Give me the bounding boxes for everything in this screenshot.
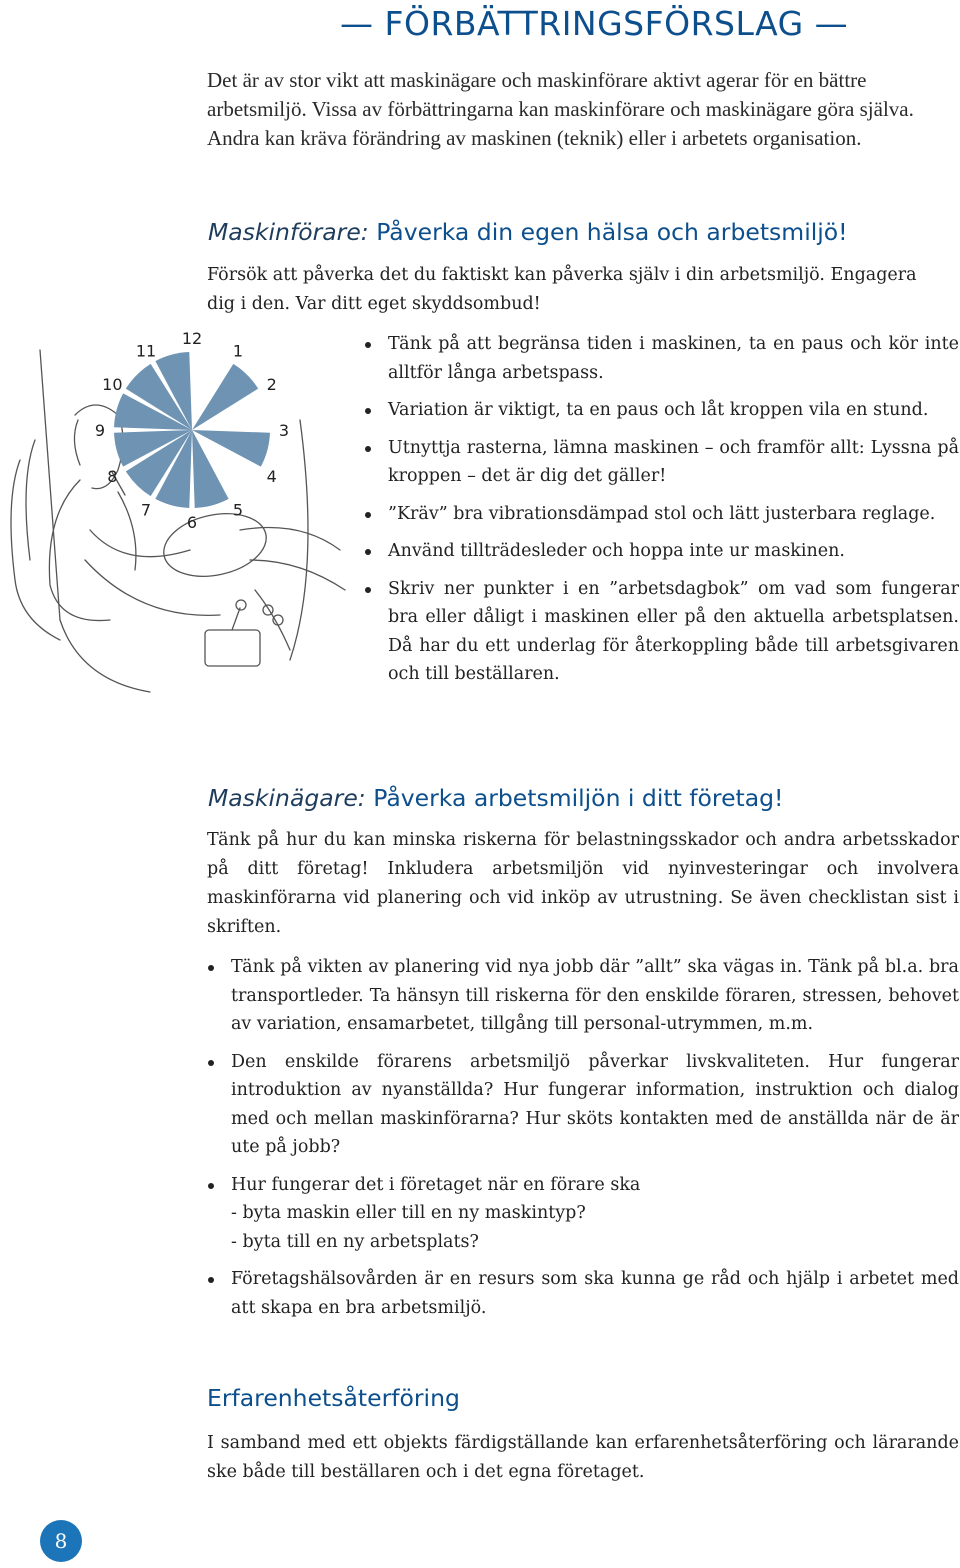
bullet-icon	[365, 342, 371, 348]
owner-intro-text: Tänk på hur du kan minska riskerna för belastningsskador och andra arbetsskador på ditt företag! Inkludera arbetsmiljön vid nyinvesteringar och involvera maskinförarna vid planering och vid inköp av utrustning. Se även checklistan sist i skriften.	[207, 830, 959, 937]
page-number-badge: 8	[40, 1520, 82, 1562]
clock-number: 8	[107, 467, 118, 486]
clock-number: 1	[232, 341, 244, 361]
list-item-text: Använd tillträdesleder och hoppa inte ur maskinen.	[388, 541, 845, 561]
list-item	[364, 537, 959, 566]
bullet-icon	[208, 1060, 214, 1066]
list-item	[364, 434, 959, 491]
owner-bullet-list	[207, 953, 959, 1322]
list-item	[364, 330, 959, 387]
bullet-icon	[365, 512, 371, 518]
clock-number: 2	[266, 375, 277, 394]
list-item-text: Variation är viktigt, ta en paus och låt kroppen vila en stund.	[388, 400, 929, 420]
bullet-icon	[208, 965, 214, 971]
list-item	[364, 500, 959, 529]
list-item	[207, 953, 959, 1039]
clock-number: 3	[278, 421, 290, 440]
list-item-text: - byta maskin eller till en ny maskintyp?	[231, 1203, 586, 1223]
bullet-icon	[208, 1183, 214, 1189]
owner-heading-text: Påverka arbetsmiljön i ditt företag!	[373, 784, 784, 812]
owner-role-label: Maskinägare:	[208, 784, 366, 812]
page-title: — FÖRBÄTTRINGSFÖRSLAG —	[340, 4, 849, 43]
clock-number: 7	[140, 500, 152, 520]
driver-clock-illustration	[0, 320, 360, 700]
list-item	[207, 1171, 959, 1257]
feedback-text: I samband med ett objekts färdigställande kan erfarenhetsåterföring och lärarande ske både till beställaren och i det egna företaget.	[207, 1433, 959, 1482]
clock-number: 5	[232, 500, 244, 520]
clock-number: 4	[266, 467, 277, 486]
list-item-text: Hur fungerar det i företaget när en förare ska	[231, 1174, 641, 1195]
list-item-text: Den enskilde förarens arbetsmiljö påverkar livskvaliteten. Hur fungerar introduktion av nyanställda? Hur fungerar information, instruktion och dialog med och mellan maskinförarna? Hur sköts kontakten med de anställda när de är ute på jobb?	[231, 1051, 959, 1157]
bullet-icon	[365, 587, 371, 593]
driver-bullet-list	[364, 330, 959, 689]
driver-role-label: Maskinförare:	[208, 218, 369, 246]
bullet-icon	[208, 1277, 214, 1283]
list-item	[364, 575, 959, 689]
clock-number: 11	[135, 341, 157, 361]
list-item-text: Tänk på att begränsa tiden i maskinen, ta en paus och kör inte alltför långa arbetspass.	[388, 334, 959, 383]
list-item-text: ”Kräv” bra vibrationsdämpad stol och lätt justerbara reglage.	[388, 503, 936, 524]
list-item	[207, 1265, 959, 1322]
list-item	[364, 396, 959, 425]
driver-heading	[208, 218, 848, 246]
clock-number: 9	[94, 421, 106, 440]
driver-intro-text: Försök att påverka det du faktiskt kan påverka själv i din arbetsmiljö. Engagera dig i den. Var ditt eget skyddsombud!	[207, 265, 917, 314]
bullet-icon	[365, 408, 371, 414]
list-item-text: Utnyttja rasterna, lämna maskinen – och framför allt: Lyssna på kroppen – det är dig det gäller!	[388, 437, 959, 486]
feedback-heading: Erfarenhetsåterföring	[207, 1384, 460, 1412]
clock-segment	[192, 364, 258, 430]
intro-paragraph: Det är av stor vikt att maskinägare och maskinförare aktivt agerar för en bättre arbetsmiljö. Vissa av förbättringarna kan maskinförare och maskinägare göra själva. Andra kan kräva förändring av maskinen (teknik) eller i arbetets organisation.	[207, 68, 914, 150]
bullet-icon	[365, 549, 371, 555]
clock-number: 6	[186, 513, 198, 532]
list-item-text: Tänk på vikten av planering vid nya jobb där ”allt” ska vägas in. Tänk på bl.a. bra transportleder. Ta hänsyn till riskerna för den enskilde föraren, stressen, behovet av variation, ensamarbetet, tillgång till personal-utrymmen, m.m.	[231, 957, 959, 1034]
clock-number: 12	[181, 329, 203, 348]
clock-chart	[95, 329, 289, 532]
list-item-text: Skriv ner punkter i en ”arbetsdagbok” om vad som fungerar bra eller dåligt i maskinen eller på den aktuella arbetsplatsen. Då har du ett underlag för återkoppling både till arbetsgivaren och till beställaren.	[388, 578, 959, 684]
bullet-icon	[365, 446, 371, 452]
list-item	[207, 1048, 959, 1162]
driver-heading-text: Påverka din egen hälsa och arbetsmiljö!	[376, 218, 848, 246]
clock-number: 10	[102, 375, 123, 394]
list-item-text: Företagshälsovården är en resurs som ska kunna ge råd och hjälp i arbetet med att skapa en bra arbetsmiljö.	[231, 1269, 959, 1318]
owner-heading	[208, 784, 783, 812]
list-item-text: - byta till en ny arbetsplats?	[231, 1231, 479, 1252]
